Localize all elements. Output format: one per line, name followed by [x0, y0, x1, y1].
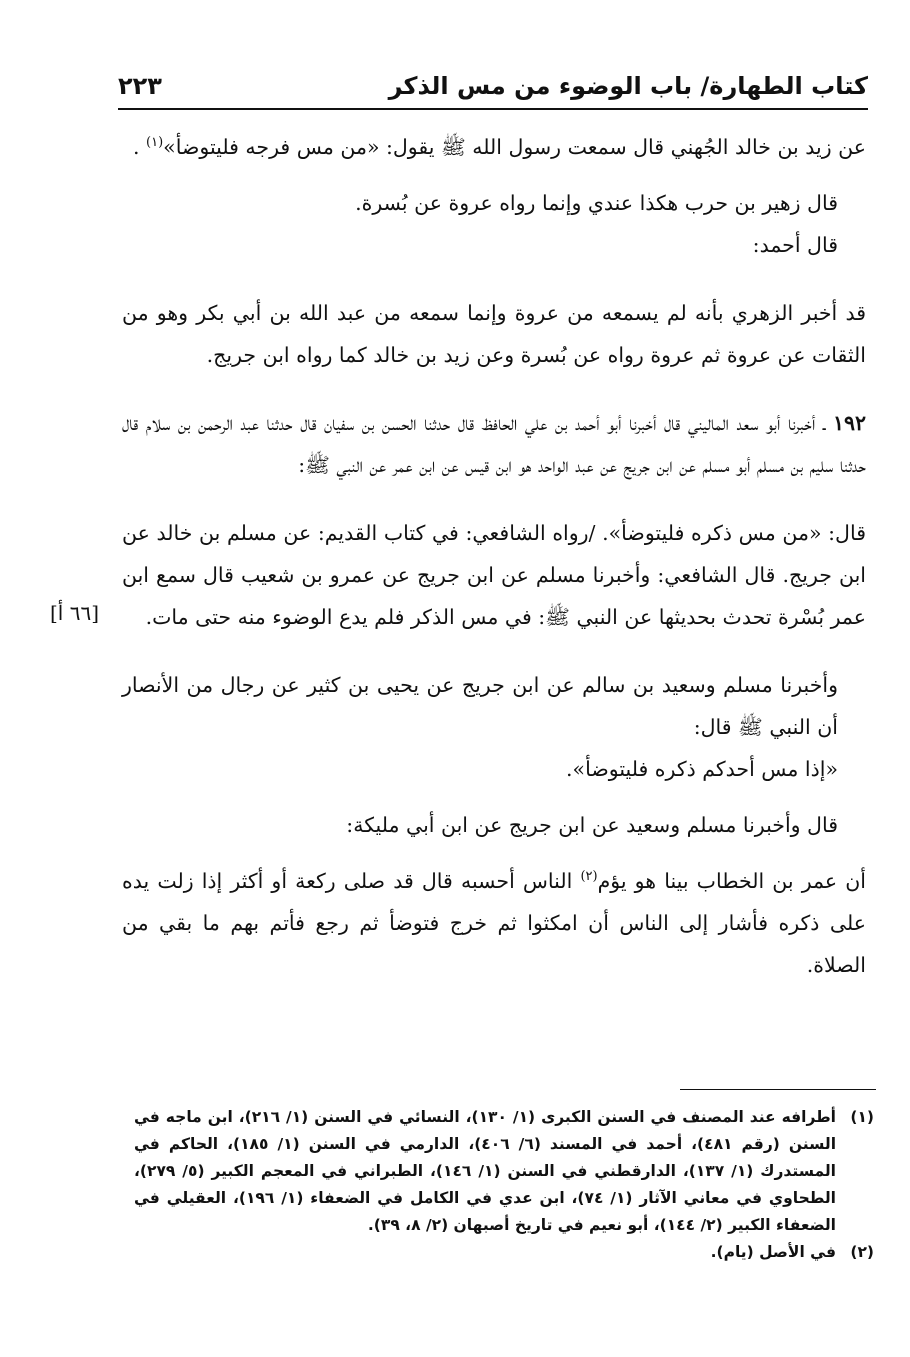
paragraph-umar — [122, 860, 866, 986]
paragraph-text-cont: الناس أحسبه قال قد صلى ركعة أو أكثر إذا زلت يده على ذكره فأشار إلى الناس أن امكثوا ثم خرج فتوضأ ثم رجع فأتم بهم ما بقي من الصلاة. — [122, 869, 866, 977]
paragraph-hadith-192 — [122, 402, 866, 486]
paragraph-ansar: وأخبرنا مسلم وسعيد بن سالم عن ابن جريج عن يحيى بن كثير عن رجال من الأنصار أن النبي ﷺ قال: — [122, 673, 838, 739]
header-rule — [118, 108, 868, 110]
footnotes — [134, 1104, 874, 1266]
footnote-2 — [134, 1239, 874, 1266]
footnote-number: (١) — [850, 1108, 874, 1126]
paragraph-ahmad-label: قال أحمد: — [752, 233, 838, 257]
paragraph-hadith-zayd — [122, 126, 866, 168]
footnote-number: (٢) — [850, 1243, 874, 1261]
hadith-number: ١٩٢ — [832, 411, 866, 435]
footnote-text: في الأصل (يام). — [710, 1243, 836, 1261]
footnote-rule — [680, 1089, 876, 1090]
paragraph-mulaykah: قال وأخبرنا مسلم وسعيد عن ابن جريج عن ابن أبي مليكة: — [346, 813, 838, 837]
manuscript-folio-note: [٦٦ أ] — [50, 601, 100, 625]
paragraph-text: أن عمر بن الخطاب بينا هو يؤم — [597, 869, 867, 893]
footnote-ref-2: (٢) — [580, 869, 598, 885]
chapter-title: كتاب الطهارة/ باب الوضوء من مس الذكر — [388, 72, 868, 100]
paragraph-end-mark: . — [132, 135, 140, 159]
paragraph-quote: «إذا مس أحدكم ذكره فليتوضأ». — [566, 757, 838, 781]
paragraph-zuhri: قد أخبر الزهري بأنه لم يسمعه من عروة وإنما سمعه من عبد الله بن أبي بكر وهو من الثقات عن عروة ثم عروة رواه عن بُسرة وعن زيد بن خالد كما رواه ابن جريج. — [122, 301, 866, 367]
page-number: ٢٢٣ — [118, 72, 162, 100]
footnote-1 — [134, 1104, 874, 1239]
footnote-ref-1: (١) — [146, 135, 164, 151]
paragraph-text: ـ أخبرنا أبو سعد الماليني قال أخبرنا أبو أحمد بن علي الحافظ قال حدثنا الحسن بن سفيان قال حدثنا عبد الرحمن بن سلام قال حدثنا سليم بن مسلم أبو مسلم عن ابن جريج عن عبد الواحد هو ابن قيس عن ابن عمر عن النبي ﷺ: — [122, 411, 866, 477]
footnote-text: أطرافه عند المصنف في السنن الكبرى (١/ ١٣٠)، النسائي في السنن (١/ ٢١٦)، ابن ماجه في السنن (رقم ٤٨١)، أحمد في المسند (٦/ ٤٠٦)، الدارمي في السنن (١/ ١٨٥)، الحاكم في المستدرك (١/ ١٣٧)، الدارقطني في السنن (١/ ١٤٦)، الطبراني في المعجم الكبير (٥/ ٢٧٩)، الطحاوي في معاني الآثار (١/ ٧٤)، ابن عدي في الكامل في الضعفاء (١/ ١٩٦)، العقيلي في الضعفاء الكبير (٢/ ١٤٤)، أبو نعيم في تاريخ أصبهان (٢/ ٨، ٣٩). — [134, 1108, 837, 1234]
paragraph-shafii: قال: «من مس ذكره فليتوضأ». /رواه الشافعي: في كتاب القديم: عن مسلم بن خالد عن ابن جريج. قال الشافعي: وأخبرنا مسلم عن ابن جريج عن عمرو بن شعيب قال سمع ابن عمر بُسْرة تحدث بحديثها عن النبي ﷺ: في مس الذكر فلم يدع الوضوء منه حتى مات. — [122, 521, 866, 629]
running-header — [118, 66, 868, 106]
paragraph-zuhayr: قال زهير بن حرب هكذا عندي وإنما رواه عروة عن بُسرة. — [355, 191, 838, 215]
main-text — [122, 126, 866, 986]
paragraph-text: عن زيد بن خالد الجُهني قال سمعت رسول الله ﷺ يقول: «من مس فرجه فليتوضأ» — [163, 135, 866, 159]
